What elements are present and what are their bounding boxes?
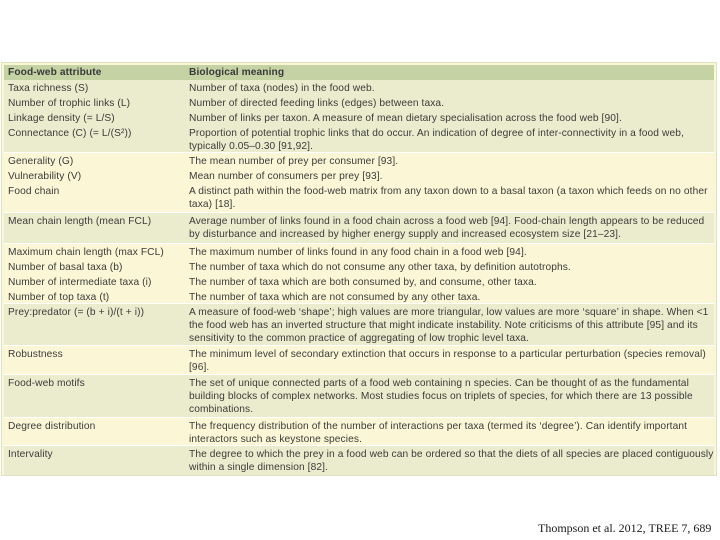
row-meaning: The frequency distribution of the number of interactions per taxa (termed its ‘degree’). Can identify important interactors such as keystone species. <box>189 421 688 445</box>
row-attribute: Generality (G) <box>8 156 74 167</box>
row-attribute: Degree distribution <box>8 421 96 432</box>
row-attribute: Linkage density (= L/S) <box>8 113 115 124</box>
table-row <box>4 259 714 274</box>
table-row <box>4 274 714 289</box>
table-row <box>4 446 714 475</box>
row-attribute: Number of trophic links (L) <box>8 98 131 109</box>
table-row <box>4 183 714 213</box>
row-meaning: Proportion of potential trophic links that do occur. An indication of degree of inter-connectivity in a food web, typically 0.05–0.30 [91,92]. <box>189 128 684 152</box>
food-web-attributes-table <box>1 62 717 476</box>
row-attribute: Mean chain length (mean FCL) <box>8 216 152 227</box>
row-meaning: The minimum level of secondary extinction that occurs in response to a particular perturbation (species removal) [96]. <box>189 349 706 373</box>
row-meaning: The number of taxa which are not consumed by any other taxa. <box>189 292 481 303</box>
table-row <box>4 95 714 110</box>
table-row <box>4 168 714 183</box>
row-meaning: Mean number of consumers per prey [93]. <box>189 171 383 182</box>
table-row <box>4 304 714 346</box>
row-attribute: Number of basal taxa (b) <box>8 262 123 273</box>
row-meaning: The maximum number of links found in any food chain in a food web [94]. <box>189 247 527 258</box>
table-row <box>4 289 714 304</box>
row-attribute: Number of intermediate taxa (i) <box>8 277 152 288</box>
table-row <box>4 125 714 153</box>
row-meaning: The number of taxa which do not consume any other taxa, by definition autotrophs. <box>189 262 571 273</box>
table-row <box>4 346 714 375</box>
row-attribute: Robustness <box>8 349 63 360</box>
row-meaning: The set of unique connected parts of a food web containing n species. Can be thought of as the fundamental building blocks of complex networks. Most studies focus on triplets of species, for which there are 13 possible combinations. <box>189 378 693 415</box>
row-attribute: Food-web motifs <box>8 378 85 389</box>
row-meaning: A measure of food-web ‘shape’; high values are more triangular, low values are more ‘square’ in shape. When <1 the food web has an inverted structure that might indicate instability. Note criticisms of this attribute [95] and its sensitivity to the common practice of aggregating of low trophic level taxa. <box>189 307 709 344</box>
header-attribute: Food-web attribute <box>8 67 102 78</box>
table-row <box>4 375 714 418</box>
row-meaning: Average number of links found in a food chain across a food web [94]. Food-chain length appears to be reduced by disturbance and increased by higher energy supply and increased ecosystem size [21–23]. <box>189 216 705 240</box>
table-row <box>4 153 714 168</box>
row-meaning: A distinct path within the food-web matrix from any taxon down to a basal taxon (a taxon which feeds on no other taxa) [18]. <box>189 186 708 210</box>
row-meaning: The degree to which the prey in a food web can be ordered so that the diets of all species are placed contiguously within a single dimension [82]. <box>189 449 714 473</box>
row-attribute: Intervality <box>8 449 53 460</box>
row-meaning: Number of taxa (nodes) in the food web. <box>189 83 375 94</box>
row-attribute: Connectance (C) (= L/(S²)) <box>8 128 132 139</box>
table-row <box>4 244 714 259</box>
table-header-row <box>4 65 714 80</box>
row-meaning: Number of links per taxon. A measure of mean dietary specialisation across the food web [90]. <box>189 113 622 124</box>
table-row <box>4 418 714 446</box>
table-row <box>4 213 714 244</box>
table-row <box>4 110 714 125</box>
table-body <box>4 65 714 473</box>
row-attribute: Vulnerability (V) <box>8 171 82 182</box>
header-meaning: Biological meaning <box>189 67 285 78</box>
row-meaning: Number of directed feeding links (edges) between taxa. <box>189 98 445 109</box>
row-meaning: The mean number of prey per consumer [93]. <box>189 156 399 167</box>
row-attribute: Maximum chain length (max FCL) <box>8 247 164 258</box>
row-attribute: Taxa richness (S) <box>8 83 89 94</box>
row-attribute: Food chain <box>8 186 60 197</box>
row-attribute: Prey:predator (= (b + i)/(t + i)) <box>8 307 145 318</box>
source-citation: Thompson et al. 2012, TREE 7, 689 <box>538 521 712 535</box>
table-row <box>4 80 714 95</box>
row-attribute: Number of top taxa (t) <box>8 292 110 303</box>
row-meaning: The number of taxa which are both consumed by, and consume, other taxa. <box>189 277 537 288</box>
